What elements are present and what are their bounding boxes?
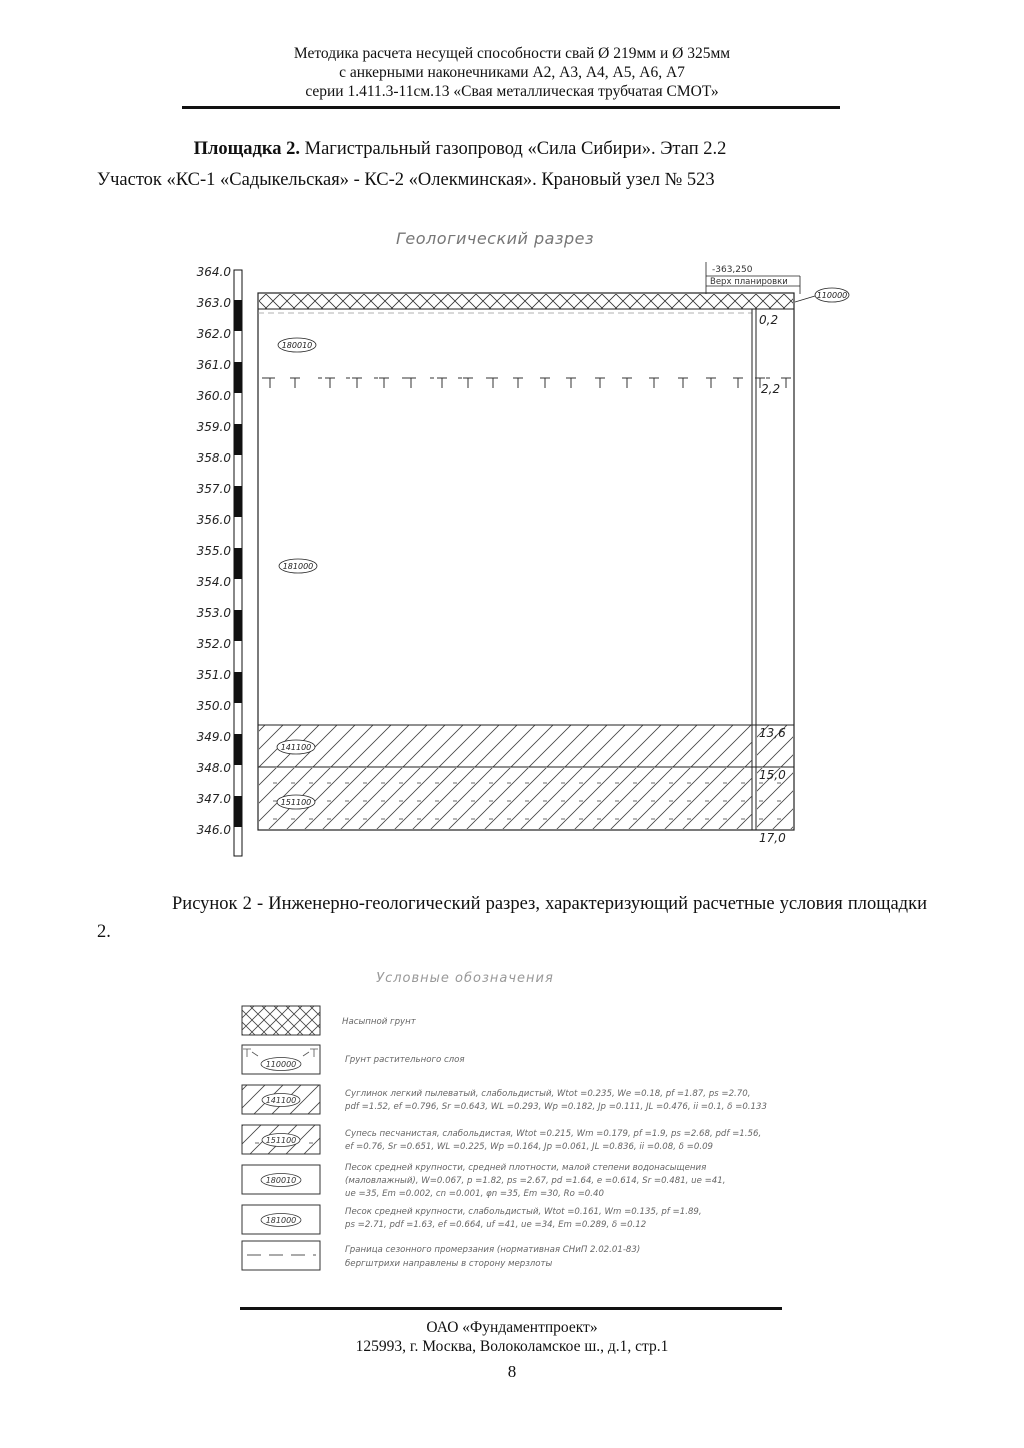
- layer-tag-151100: [277, 795, 315, 809]
- legend-swatch-151100: [242, 1125, 320, 1154]
- surface-mark: -363,250: [712, 265, 753, 275]
- page-footer: [0, 1318, 1024, 1356]
- legend-swatch-frost: [242, 1241, 320, 1270]
- footer-org: ОАО «Фундаментпроект»: [426, 1319, 598, 1336]
- layer-tag-110000-text: 110000: [816, 291, 848, 300]
- legend-text: Грунт растительного слоя: [345, 1055, 465, 1065]
- footer-address: 125993, г. Москва, Волоколамское ш., д.1, стр.1: [355, 1338, 669, 1355]
- elevation-label: 354.0: [196, 575, 231, 589]
- legend-text: Суглинок легкий пылеватый, слабольдистый, Wtot =0.235, We =0.18, pf =1.87, ps =2.70,: [345, 1089, 751, 1099]
- legend-texts: [342, 1017, 767, 1269]
- elevation-label: 357.0: [196, 482, 231, 496]
- layer-tag-180010: [278, 338, 316, 352]
- elevation-label: 356.0: [196, 513, 231, 527]
- legend-text: Песок средней крупности, средней плотности, малой степени водонасыщения: [345, 1163, 707, 1173]
- depth-label: 13,6: [759, 726, 786, 740]
- legend-code: 180010: [265, 1176, 297, 1185]
- legend-code: 141100: [265, 1096, 297, 1105]
- elevation-label: 351.0: [196, 668, 231, 682]
- footer-rule: [240, 1307, 782, 1310]
- elevation-label: 349.0: [196, 730, 231, 744]
- elevation-label: 348.0: [196, 761, 231, 775]
- legend-swatch-141100: [242, 1085, 320, 1114]
- legend-swatch-fill: [242, 1006, 320, 1035]
- site-title-bold: Площадка 2.: [193, 139, 300, 159]
- legend-swatch-181000: [242, 1205, 320, 1234]
- depth-label: 17,0: [759, 831, 786, 845]
- layer-loam: [259, 725, 752, 767]
- legend-text: Супесь песчанистая, слабольдистая, Wtot =0.215, Wm =0.179, pf =1.9, ps =2.68, pdf =1.56,: [345, 1129, 762, 1139]
- page-number: 8: [507, 1362, 517, 1381]
- depth-label: 2,2: [761, 382, 781, 396]
- legend-swatch-110000: [242, 1045, 320, 1074]
- layer-tag-151100-text: 151100: [280, 798, 312, 807]
- elevation-label: 355.0: [196, 544, 231, 558]
- legend-text: Граница сезонного промерзания (нормативная СНиП 2.02.01-83): [345, 1245, 641, 1255]
- layer-tag-141100: [277, 740, 315, 754]
- legend-text: ps =2.71, pdf =1.63, ef =0.664, uf =41, ue =34, Em =0.289, δ =0.12: [345, 1220, 647, 1230]
- elevation-label: 346.0: [196, 823, 231, 837]
- site-title-rest: Магистральный газопровод «Сила Сибири». Этап 2.2: [300, 139, 727, 159]
- elevation-label: 359.0: [196, 420, 231, 434]
- legend-swatches: [242, 1006, 320, 1270]
- layer-tag-181000: [279, 559, 317, 573]
- layer-tag-181000-text: 181000: [282, 562, 314, 571]
- legend-text: Песок средней крупности, слабольдистый, Wtot =0.161, Wm =0.135, pf =1.89,: [345, 1207, 702, 1217]
- geological-section-title: Геологический разрез: [396, 229, 594, 248]
- legend-text: (маловлажный), W=0.067, p =1.82, ps =2.67, pd =1.64, e =0.614, Sr =0.481, ue =41,: [345, 1176, 726, 1186]
- legend-code: 181000: [265, 1216, 297, 1225]
- elevation-label: 363.0: [196, 296, 231, 310]
- elevation-label: 361.0: [196, 358, 231, 372]
- legend-text: pdf =1.52, ef =0.796, Sr =0.643, WL =0.293, Wp =0.182, Jp =0.111, JL =0.476, ii =0.1, δ =0.133: [345, 1102, 767, 1112]
- surface-marker: [706, 262, 800, 294]
- legend-text: ef =0.76, Sr =0.651, WL =0.225, Wp =0.164, Jp =0.061, JL =0.836, ii =0.08, δ =0.09: [345, 1142, 713, 1152]
- legend-code: 110000: [265, 1060, 297, 1069]
- elevation-label: 347.0: [196, 792, 231, 806]
- layer-tag-110000: [795, 288, 849, 302]
- elevation-label: 353.0: [196, 606, 231, 620]
- depth-label: 15,0: [759, 768, 786, 782]
- legend-title: Условные обозначения: [376, 971, 554, 986]
- header-line-1: Методика расчета несущей способности свай Ø 219мм и Ø 325мм: [293, 45, 731, 62]
- site-subtitle: Участок «КС-1 «Садыкельская» - КС-2 «Олекминская». Крановый узел № 523: [97, 170, 715, 190]
- elevation-label: 352.0: [196, 637, 231, 651]
- elevation-label: 350.0: [196, 699, 231, 713]
- legend-text: бергштрихи направлены в сторону мерзлоты: [345, 1259, 553, 1269]
- surface-label: Верх планировки: [710, 277, 788, 287]
- legend-text: ue =35, Em =0.002, cn =0.001, φn =35, Em =30, Ro =0.40: [345, 1189, 604, 1199]
- elevation-label: 360.0: [196, 389, 231, 403]
- legend-swatch-180010: [242, 1165, 320, 1194]
- layer-tag-180010-text: 180010: [281, 341, 313, 350]
- elevation-label: 358.0: [196, 451, 231, 465]
- layer-tag-141100-text: 141100: [280, 743, 312, 752]
- elevation-scale: [234, 270, 242, 856]
- legend-text: Насыпной грунт: [342, 1017, 416, 1027]
- depth-label: 0,2: [759, 313, 779, 327]
- frost-boundary: [262, 378, 791, 388]
- header-line-3: серии 1.411.3-11см.13 «Свая металлическая трубчатая СМОТ»: [305, 83, 719, 100]
- figure-caption: Рисунок 2 - Инженерно-геологический разрез, характеризующий расчетные условия площадки 2.: [97, 894, 927, 942]
- elevation-label: 364.0: [196, 265, 231, 279]
- layer-fill: [259, 294, 793, 309]
- layer-sandy-loam: [259, 768, 752, 829]
- elevation-label: 362.0: [196, 327, 231, 341]
- header-line-2: с анкерными наконечниками А2, А3, А4, А5, А6, А7: [339, 64, 685, 81]
- elevation-labels: [197, 265, 232, 837]
- legend-code: 151100: [265, 1136, 297, 1145]
